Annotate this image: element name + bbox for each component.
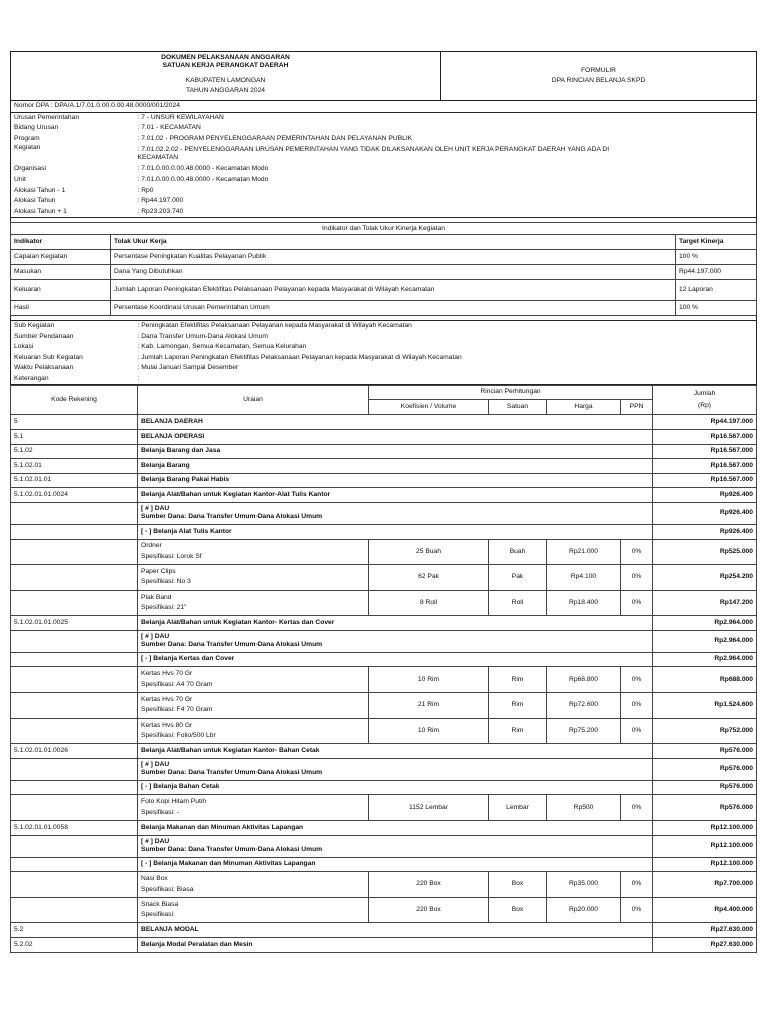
item-ppn: 0% xyxy=(621,795,653,821)
info-label: Kegiatan xyxy=(14,144,41,152)
indicator-cell: Persentase Peningkatan Kualitas Pelayanan Publik xyxy=(111,250,676,265)
jumlah: Rp2.964.000 xyxy=(653,616,757,631)
item-uraian xyxy=(138,897,369,923)
item-row xyxy=(11,872,757,898)
info-row xyxy=(11,144,757,164)
indicator-title: Indikator dan Tolak Ukur Kinerja Kegiatan xyxy=(11,223,757,235)
uraian: [ - ] Belanja Bahan Cetak xyxy=(138,780,653,795)
group-row xyxy=(11,524,757,539)
account-row xyxy=(11,616,757,631)
account-row xyxy=(11,938,757,953)
group-row xyxy=(11,857,757,872)
item-row xyxy=(11,718,757,744)
jumlah-unit: (Rp) xyxy=(698,401,712,409)
uraian: Belanja Barang xyxy=(138,459,653,474)
item-uraian xyxy=(138,590,369,616)
item-name: Plak Band xyxy=(141,593,172,601)
indicator-cell: Dana Yang Dibutuhkan xyxy=(111,265,676,280)
item-koefisien: 220 Box xyxy=(369,872,489,898)
item-jumlah: Rp576.000 xyxy=(653,795,757,821)
info-section xyxy=(10,101,757,218)
sub-value: : Dana Transfer Umum-Dana Alokasi Umum xyxy=(137,332,268,340)
rincian-body xyxy=(11,415,757,952)
item-row xyxy=(11,667,757,693)
indicator-cell: Hasil xyxy=(11,301,111,316)
sub-label: Waktu Pelaksanaan xyxy=(14,364,74,372)
rincian-table xyxy=(10,385,757,952)
info-label: Urusan Pemerintahan xyxy=(14,113,80,121)
item-koefisien: 1152 Lembar xyxy=(369,795,489,821)
jumlah: Rp2.964.000 xyxy=(653,652,757,667)
info-row xyxy=(11,186,757,197)
uraian: [ - ] Belanja Alat Tulis Kantor xyxy=(138,524,653,539)
empty-cell xyxy=(11,780,138,795)
item-koefisien: 21 Rim xyxy=(369,693,489,719)
fund-row xyxy=(11,758,757,780)
item-row xyxy=(11,897,757,923)
sub-label: Sumber Pendanaan xyxy=(14,332,74,340)
item-harga: Rp68.800 xyxy=(547,667,621,693)
fund-code: [ # ] DAU xyxy=(141,633,170,640)
info-value: : 7.01 - KECAMATAN xyxy=(137,124,201,132)
fund-code: [ # ] DAU xyxy=(141,760,170,768)
info-value: : 7.01.02.2.02 - PENYELENGGARAAN URUSAN PEMERINTAHAN YANG TIDAK DILAKSANAKAN OLEH UNIT KERJA PERANGKAT DAERAH YANG ADA DI KECAMATAN xyxy=(137,146,610,162)
dpa-document xyxy=(10,51,757,953)
info-value: : 7.01.0.00.0.00.48.0000 - Kecamatan Modo xyxy=(137,165,269,173)
empty-cell xyxy=(11,693,138,719)
form-name: DPA RINCIAN BELANJA SKPD xyxy=(551,77,646,84)
fund-code: [ # ] DAU xyxy=(141,837,170,845)
info-value: : Rp44.197.000 xyxy=(137,197,184,205)
item-satuan: Box xyxy=(489,872,547,898)
indicator-cell: 100 % xyxy=(676,250,757,265)
empty-cell xyxy=(11,539,138,565)
item-uraian xyxy=(138,693,369,719)
item-ppn: 0% xyxy=(621,539,653,565)
uraian: [ - ] Belanja Makanan dan Minuman Aktivitas Lapangan xyxy=(138,857,653,872)
sub-row xyxy=(11,342,757,353)
uraian: Belanja Alat/Bahan untuk Kegiatan Kantor- Bahan Cetak xyxy=(138,744,653,759)
col-jumlah xyxy=(653,386,757,415)
item-satuan: Lembar xyxy=(489,795,547,821)
item-spec: Spesifikasi: Folio/500 Lbr xyxy=(141,731,216,739)
item-jumlah: Rp254.200 xyxy=(653,565,757,591)
sub-label: Keluaran Sub Kegiatan xyxy=(14,353,83,361)
col-satuan: Satuan xyxy=(489,399,547,415)
header-title-1: DOKUMEN PELAKSANAAN ANGGARAN xyxy=(161,54,290,61)
sub-kegiatan-section xyxy=(10,320,757,385)
sub-value: : xyxy=(137,374,140,382)
col-tolak-ukur: Tolak Ukur Kerja xyxy=(111,235,676,250)
indicator-row xyxy=(11,301,757,316)
item-harga: Rp20.000 xyxy=(547,897,621,923)
item-harga: Rp18.400 xyxy=(547,590,621,616)
jumlah: Rp926.400 xyxy=(653,502,757,524)
empty-cell xyxy=(11,872,138,898)
item-uraian xyxy=(138,667,369,693)
account-row xyxy=(11,488,757,503)
jumlah: Rp16.567.000 xyxy=(653,473,757,488)
item-harga: Rp72.600 xyxy=(547,693,621,719)
info-value: : 7.01.02 - PROGRAM PENYELENGGARAAN PEMERINTAHAN DAN PELAYANAN PUBLIK xyxy=(137,134,413,142)
info-value: : Rp0 xyxy=(137,186,154,194)
item-name: Paper Clips xyxy=(141,568,176,576)
item-jumlah: Rp7.700.000 xyxy=(653,872,757,898)
uraian: Belanja Alat/Bahan untuk Kegiatan Kantor- Kertas dan Cover xyxy=(138,616,653,631)
uraian: Belanja Alat/Bahan untuk Kegiatan Kantor-Alat Tulis Kantor xyxy=(138,488,653,503)
info-row xyxy=(11,101,757,112)
jumlah: Rp12.100.000 xyxy=(653,821,757,836)
sub-row xyxy=(11,363,757,374)
item-harga: Rp4.100 xyxy=(547,565,621,591)
item-ppn: 0% xyxy=(621,590,653,616)
account-row xyxy=(11,744,757,759)
header-kabupaten: KABUPATEN LAMONGAN xyxy=(185,76,266,84)
item-name: Foto Kopi Hitam Putih xyxy=(141,798,207,806)
kode-rekening: 5.1.02.01 xyxy=(11,459,138,474)
jumlah-label: Jumlah xyxy=(693,390,716,398)
sub-row xyxy=(11,374,757,385)
fund-source: Sumber Dana: Dana Transfer Umum-Dana Alokasi Umum xyxy=(141,769,323,777)
item-spec: Spesifikasi: No 3 xyxy=(141,578,191,586)
info-label: Bidang Urusan xyxy=(14,124,59,132)
indicator-row xyxy=(11,280,757,301)
col-rincian-perhitungan: Rincian Perhitungan xyxy=(369,386,653,399)
item-name: Kertas Hvs 70 Gr xyxy=(141,695,193,703)
kode-rekening: 5.2.02 xyxy=(11,938,138,953)
item-ppn: 0% xyxy=(621,872,653,898)
uraian: BELANJA MODAL xyxy=(138,923,653,938)
indicator-cell: Jumlah Laporan Peningkatan Efektifitas Pelaksanaan Pelayanan kepada Masyarakat di Wilayah Kecamatan xyxy=(111,280,676,301)
indicator-header-row xyxy=(11,235,757,250)
fund-source: Sumber Dana: Dana Transfer Umum-Dana Alokasi Umum xyxy=(141,513,323,521)
col-indikator: Indikator xyxy=(11,235,111,250)
jumlah: Rp44.197.000 xyxy=(653,415,757,430)
item-harga: Rp21.000 xyxy=(547,539,621,565)
info-label: Alokasi Tahun - 1 xyxy=(14,186,66,194)
fund-row xyxy=(11,630,757,652)
jumlah: Rp576.000 xyxy=(653,758,757,780)
item-koefisien: 10 Rim xyxy=(369,718,489,744)
fund-cell xyxy=(138,502,653,524)
item-spec: Spesifikasi: A4 70 Gram xyxy=(141,680,213,688)
col-target: Target Kinerja xyxy=(676,235,757,250)
info-label: Alokasi Tahun + 1 xyxy=(14,207,67,215)
group-row xyxy=(11,780,757,795)
indicator-table xyxy=(10,222,757,316)
item-uraian xyxy=(138,539,369,565)
fund-code: [ # ] DAU xyxy=(141,505,170,513)
item-koefisien: 10 Rim xyxy=(369,667,489,693)
jumlah: Rp16.567.000 xyxy=(653,459,757,474)
kode-rekening: 5 xyxy=(11,415,138,430)
sub-value: : Mulai Januari Sampai Desember xyxy=(137,364,239,372)
sub-value: : Kab. Lamongan, Semua Kecamatan, Semua Kelurahan xyxy=(137,343,307,351)
sub-value: : Jumlah Laporan Peningkatan Efektifitas Pelaksanaan Pelayanan kepada Masyarakat di Wilayah Kecamatan xyxy=(137,353,462,361)
item-row xyxy=(11,693,757,719)
jumlah: Rp27.630.000 xyxy=(653,923,757,938)
jumlah: Rp12.100.000 xyxy=(653,857,757,872)
kode-rekening: 5.1.02.01.01.0026 xyxy=(11,744,138,759)
account-row xyxy=(11,415,757,430)
item-name: Ordner xyxy=(141,542,162,550)
jumlah: Rp926.400 xyxy=(653,524,757,539)
uraian: Belanja Modal Peralatan dan Mesin xyxy=(138,938,653,953)
uraian: Belanja Barang Pakai Habis xyxy=(138,473,653,488)
empty-cell xyxy=(11,758,138,780)
fund-row xyxy=(11,502,757,524)
uraian: Belanja Makanan dan Minuman Aktivitas Lapangan xyxy=(138,821,653,836)
sub-row xyxy=(11,353,757,364)
indicator-cell: Rp44.197.000 xyxy=(676,265,757,280)
kode-rekening: 5.1.02.01.01.0024 xyxy=(11,488,138,503)
item-jumlah: Rp1.524.600 xyxy=(653,693,757,719)
sub-row xyxy=(11,332,757,343)
item-spec: Spesifikasi: Lorok Sf xyxy=(141,552,202,560)
fund-source: Sumber Dana: Dana Transfer Umum-Dana Alokasi Umum xyxy=(141,641,323,649)
kode-rekening: 5.1.02.01.01 xyxy=(11,473,138,488)
account-row xyxy=(11,444,757,459)
item-satuan: Rim xyxy=(489,718,547,744)
item-name: Kertas Hvs 80 Gr xyxy=(141,721,193,729)
item-ppn: 0% xyxy=(621,897,653,923)
item-jumlah: Rp4.400.000 xyxy=(653,897,757,923)
indicator-cell: Capaian Kegiatan xyxy=(11,250,111,265)
item-satuan: Buah xyxy=(489,539,547,565)
jumlah: Rp27.630.000 xyxy=(653,938,757,953)
empty-cell xyxy=(11,565,138,591)
item-spec: Spesifikasi: Biasa xyxy=(141,885,194,893)
item-spec: Spesifikasi: 21" xyxy=(141,603,187,611)
document-header xyxy=(10,51,757,101)
col-ppn: PPN xyxy=(621,399,653,415)
item-spec: Spesifikasi: - xyxy=(141,808,179,816)
jumlah: Rp576.000 xyxy=(653,744,757,759)
empty-cell xyxy=(11,667,138,693)
indicator-cell: 12 Laporan xyxy=(676,280,757,301)
empty-cell xyxy=(11,835,138,857)
kode-rekening: 5.2 xyxy=(11,923,138,938)
kode-rekening: 5.1.02.01.01.0058 xyxy=(11,821,138,836)
group-row xyxy=(11,652,757,667)
item-koefisien: 220 Box xyxy=(369,897,489,923)
jumlah: Rp16.567.000 xyxy=(653,429,757,444)
empty-cell xyxy=(11,630,138,652)
item-uraian xyxy=(138,795,369,821)
item-ppn: 0% xyxy=(621,693,653,719)
nomor-dpa: Nomor DPA : DPA/A.1/7.01.0.00.0.00.48.0000/001/2024 xyxy=(11,101,757,112)
uraian: [ - ] Belanja Kertas dan Cover xyxy=(138,652,653,667)
indicator-cell: Keluaran xyxy=(11,280,111,301)
empty-cell xyxy=(11,718,138,744)
info-row xyxy=(11,196,757,207)
info-value: : 7 - UNSUR KEWILAYAHAN xyxy=(137,113,224,121)
jumlah: Rp926.400 xyxy=(653,488,757,503)
account-row xyxy=(11,459,757,474)
uraian: Belanja Barang dan Jasa xyxy=(138,444,653,459)
item-spec: Spesifikasi: F4 70 Gram xyxy=(141,706,213,714)
header-title-2: SATUAN KERJA PERANGKAT DAERAH xyxy=(162,62,289,70)
info-row xyxy=(11,207,757,218)
item-uraian xyxy=(138,565,369,591)
uraian: BELANJA OPERASI xyxy=(138,429,653,444)
item-name: Snack Biasa xyxy=(141,900,179,908)
account-row xyxy=(11,473,757,488)
indicator-row xyxy=(11,265,757,280)
item-jumlah: Rp688.000 xyxy=(653,667,757,693)
item-name: Nasi Box xyxy=(141,875,168,883)
info-value: : Rp23.203.740 xyxy=(137,207,184,215)
kode-rekening: 5.1.02 xyxy=(11,444,138,459)
col-kode: Kode Rekening xyxy=(11,386,138,415)
jumlah: Rp16.567.000 xyxy=(653,444,757,459)
item-ppn: 0% xyxy=(621,718,653,744)
account-row xyxy=(11,821,757,836)
item-row xyxy=(11,590,757,616)
empty-cell xyxy=(11,652,138,667)
account-row xyxy=(11,429,757,444)
item-uraian xyxy=(138,718,369,744)
item-harga: Rp35.000 xyxy=(547,872,621,898)
info-row xyxy=(11,134,757,145)
info-label: Unit xyxy=(14,176,26,184)
item-harga: Rp500 xyxy=(547,795,621,821)
sub-label: Keterangan xyxy=(14,374,49,382)
item-koefisien: 25 Buah xyxy=(369,539,489,565)
item-satuan: Roll xyxy=(489,590,547,616)
sub-label: Sub Kegiatan xyxy=(14,322,55,330)
fund-row xyxy=(11,835,757,857)
item-uraian xyxy=(138,872,369,898)
fund-cell xyxy=(138,630,653,652)
info-label: Program xyxy=(14,134,40,142)
info-label: Alokasi Tahun xyxy=(14,197,56,205)
item-row xyxy=(11,565,757,591)
fund-cell xyxy=(138,835,653,857)
info-row xyxy=(11,123,757,134)
empty-cell xyxy=(11,590,138,616)
uraian: BELANJA DAERAH xyxy=(138,415,653,430)
sub-label: Lokasi xyxy=(14,343,34,351)
jumlah: Rp2.964.000 xyxy=(653,630,757,652)
indicator-row xyxy=(11,250,757,265)
indicator-cell: 100 % xyxy=(676,301,757,316)
indicator-cell: Persentase Koordinasi Urusan Pemerintahan Umum xyxy=(111,301,676,316)
empty-cell xyxy=(11,502,138,524)
empty-cell xyxy=(11,857,138,872)
info-row xyxy=(11,112,757,123)
item-satuan: Pak xyxy=(489,565,547,591)
item-koefisien: 62 Pak xyxy=(369,565,489,591)
jumlah: Rp576.000 xyxy=(653,780,757,795)
rincian-header xyxy=(11,386,757,415)
item-jumlah: Rp147.200 xyxy=(653,590,757,616)
item-name: Kertas Hvs 70 Gr xyxy=(141,670,193,678)
header-year: TAHUN ANGGARAN 2024 xyxy=(185,87,266,95)
item-ppn: 0% xyxy=(621,667,653,693)
jumlah: Rp12.100.000 xyxy=(653,835,757,857)
account-row xyxy=(11,923,757,938)
empty-cell xyxy=(11,524,138,539)
info-row xyxy=(11,164,757,175)
item-jumlah: Rp525.000 xyxy=(653,539,757,565)
empty-cell xyxy=(11,897,138,923)
col-koefisien: Koefisien / Volume xyxy=(369,399,489,415)
item-koefisien: 8 Roll xyxy=(369,590,489,616)
kode-rekening: 5.1 xyxy=(11,429,138,444)
fund-source: Sumber Dana: Dana Transfer Umum-Dana Alokasi Umum xyxy=(141,846,323,854)
item-row xyxy=(11,539,757,565)
form-label: FORMULIR xyxy=(581,66,616,74)
col-uraian: Uraian xyxy=(138,386,369,415)
item-spec: Spesifikasi: xyxy=(141,911,175,919)
empty-cell xyxy=(11,795,138,821)
item-satuan: Box xyxy=(489,897,547,923)
item-row xyxy=(11,795,757,821)
item-jumlah: Rp752.000 xyxy=(653,718,757,744)
item-satuan: Rim xyxy=(489,667,547,693)
indicator-cell: Masukan xyxy=(11,265,111,280)
item-ppn: 0% xyxy=(621,565,653,591)
col-harga: Harga xyxy=(547,399,621,415)
fund-cell xyxy=(138,758,653,780)
info-row xyxy=(11,175,757,186)
item-harga: Rp75.200 xyxy=(547,718,621,744)
sub-value: : Peningkatan Efektifitas Pelaksanaan Pelayanan kepada Masyarakat di Wilayah Kecamatan xyxy=(137,322,412,330)
info-label: Organisasi xyxy=(14,165,46,173)
info-value: : 7.01.0.00.0.00.48.0000 - Kecamatan Modo xyxy=(137,176,269,184)
sub-row xyxy=(11,321,757,332)
kode-rekening: 5.1.02.01.01.0025 xyxy=(11,616,138,631)
item-satuan: Rim xyxy=(489,693,547,719)
